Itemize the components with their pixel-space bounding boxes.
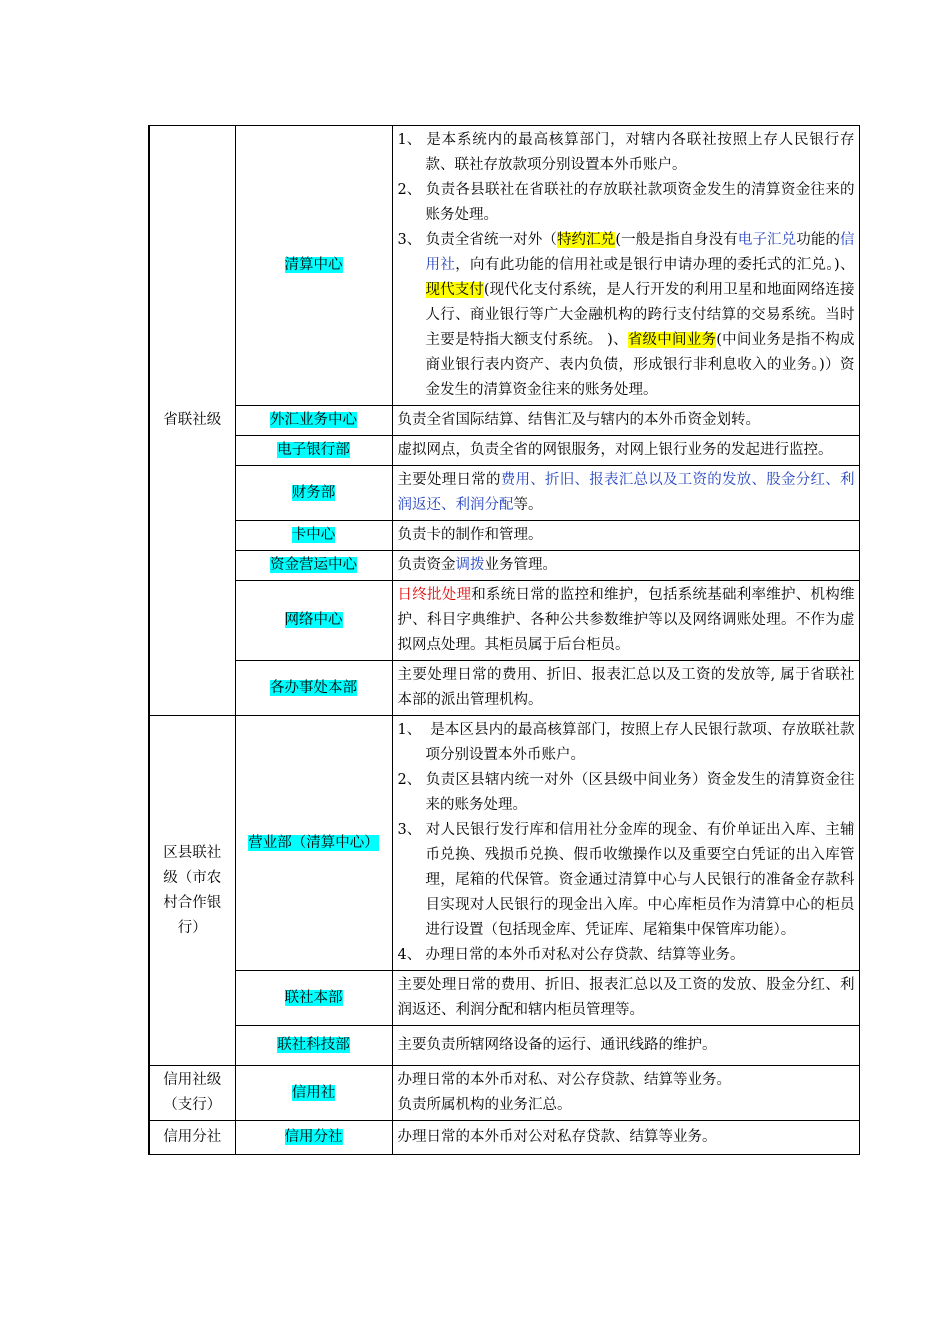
row-network: [149, 581, 859, 661]
desc-forex: 负责全省国际结算、结售汇及与辖内的本外币资金划转。: [392, 406, 859, 436]
desc-county-hq: 主要处理日常的费用、折旧、报表汇总以及工资的发放、股金分红、利润返还、利润分配和辖内柜员管理等。: [392, 971, 859, 1026]
dept-county-tech: [235, 1026, 392, 1066]
dept-label: 网络中心: [284, 612, 343, 628]
row-ebank: [149, 436, 859, 466]
desc-county-tech: 主要负责所辖网络设备的运行、通讯线路的维护。: [392, 1026, 859, 1066]
dept-office: [235, 661, 392, 716]
row-clearing-center: [149, 126, 859, 406]
level-credit-coop-label: 信用社级（支行）: [163, 1072, 222, 1113]
list-item: 3、 负责全省统一对外（特约汇兑(一般是指自身没有电子汇兑功能的信用社，向有此功能的信用社或是银行申请办理的委托式的汇兑。)、现代支付(现代化支付系统，是人行开发的利用卫星和地面网络连接人行、商业银行等广大金融机构的跨行支付结算的交易系统。当时主要是特指大额支付系统。 )、省级中间业务(中间业务是指不构成商业银行表内资产、表内负债，形成银行非利息收入的业务。)）资金发生的清算资金往来的账务处理。: [397, 232, 855, 398]
desc-credit-coop: [392, 1066, 859, 1121]
dept-label: 各办事处本部: [270, 679, 357, 696]
list-item: 1、 是本系统内的最高核算部门，对辖内各联社按照上存人民银行存款、联社存放款项分别设置本外币账户。: [397, 132, 855, 173]
level-branch-label: 信用分社: [163, 1129, 222, 1145]
desc-finance: 主要处理日常的费用、折旧、报表汇总以及工资的发放、股金分红、利润返还、利润分配等。: [392, 466, 859, 521]
term-credit-coop: 信用社: [425, 232, 855, 273]
term-eod-batch: 日终批处理: [397, 587, 472, 603]
dept-ebank: [235, 436, 392, 466]
list-item: 4、 办理日常的本外币对私对公存贷款、结算等业务。: [397, 947, 745, 963]
level-province-label: 省联社级: [163, 412, 222, 428]
dept-label: 电子银行部: [277, 442, 350, 458]
coop-desc-line: 办理日常的本外币对私、对公存贷款、结算等业务。: [397, 1072, 731, 1088]
list-item: 2、 负责区县辖内统一对外（区县级中间业务）资金发生的清算资金往来的账务处理。: [397, 772, 855, 813]
term-special-remit: 特约汇兑: [556, 232, 616, 248]
term-allocation: 调拨: [455, 557, 485, 573]
desc-card: 负责卡的制作和管理。: [392, 521, 859, 551]
row-county-hq: [149, 971, 859, 1026]
row-subbranch: [149, 1121, 859, 1155]
dept-label: 财务部: [291, 484, 336, 501]
dept-credit-coop: [235, 1066, 392, 1121]
list-item: 1、 是本区县内的最高核算部门，按照上存人民银行款项、存放联社款项分别设置本外币账户。: [397, 722, 855, 763]
desc-business: [392, 716, 859, 971]
dept-label: 资金营运中心: [270, 557, 357, 573]
dept-label: 联社科技部: [277, 1037, 350, 1053]
dept-forex: [235, 406, 392, 436]
row-business-dept: [149, 716, 859, 971]
level-province: [149, 126, 235, 716]
dept-label: 营业部（清算中心）: [248, 834, 379, 851]
level-county-label: 区县联社级（市农村合作银行）: [163, 844, 222, 936]
level-county: [149, 716, 235, 1066]
row-credit-coop: [149, 1066, 859, 1121]
desc-network: 日终批处理和系统日常的监控和维护，包括系统基础利率维护、机构维护、科目字典维护、各种公共参数维护等以及网络调账处理。不作为虚拟网点处理。其柜员属于后台柜员。: [392, 581, 859, 661]
dept-finance: [235, 466, 392, 521]
dept-treasury: [235, 551, 392, 581]
dept-label: 信用分社: [284, 1129, 343, 1145]
dept-clearing-center: [235, 126, 392, 406]
dept-county-hq: [235, 971, 392, 1026]
level-branch: [149, 1121, 235, 1155]
desc-ebank: 虚拟网点，负责全省的网银服务，对网上银行业务的发起进行监控。: [392, 436, 859, 466]
coop-desc-line: 负责所属机构的业务汇总。: [397, 1097, 572, 1113]
org-structure-table: [148, 125, 860, 1155]
list-item: 3、 对人民银行发行库和信用社分金库的现金、有价单证出入库、主辅币兑换、残损币兑换、假币收缴操作以及重要空白凭证的出入库管理，尾箱的代保管。资金通过清算中心与人民银行的准备金存款科目实现对人民银行的现金出入库。中心库柜员作为清算中心的柜员进行设置（包括现金库、凭证库、尾箱集中保管库功能）。: [397, 822, 855, 938]
level-credit-coop: [149, 1066, 235, 1121]
dept-label: 联社本部: [284, 989, 343, 1006]
dept-label: 清算中心: [284, 257, 343, 273]
list-item: 2、 负责各县联社在省联社的存放联社款项资金发生的清算资金往来的账务处理。: [397, 182, 855, 223]
row-forex: [149, 406, 859, 436]
dept-network: [235, 581, 392, 661]
term-provincial-intermediary: 省级中间业务: [627, 332, 717, 348]
dept-label: 信用社: [291, 1084, 336, 1101]
dept-business: [235, 716, 392, 971]
row-card: [149, 521, 859, 551]
row-treasury: [149, 551, 859, 581]
row-office: [149, 661, 859, 716]
finance-items: 费用、折旧、报表汇总以及工资的发放、股金分红、利润返还、利润分配: [397, 472, 855, 513]
term-electronic-remit: 电子汇兑: [737, 232, 797, 248]
desc-subbranch: 办理日常的本外币对公对私存贷款、结算等业务。: [392, 1121, 859, 1155]
dept-label: 卡中心: [291, 527, 336, 543]
dept-label: 外汇业务中心: [270, 412, 357, 428]
dept-card: [235, 521, 392, 551]
desc-office: 主要处理日常的费用、折旧、报表汇总以及工资的发放等, 属于省联社本部的派出管理机构。: [392, 661, 859, 716]
row-county-tech: [149, 1026, 859, 1066]
term-modern-payment: 现代支付: [425, 282, 484, 298]
desc-treasury: 负责资金调拨业务管理。: [392, 551, 859, 581]
row-finance: [149, 466, 859, 521]
dept-subbranch: [235, 1121, 392, 1155]
desc-clearing-center: [392, 126, 859, 406]
